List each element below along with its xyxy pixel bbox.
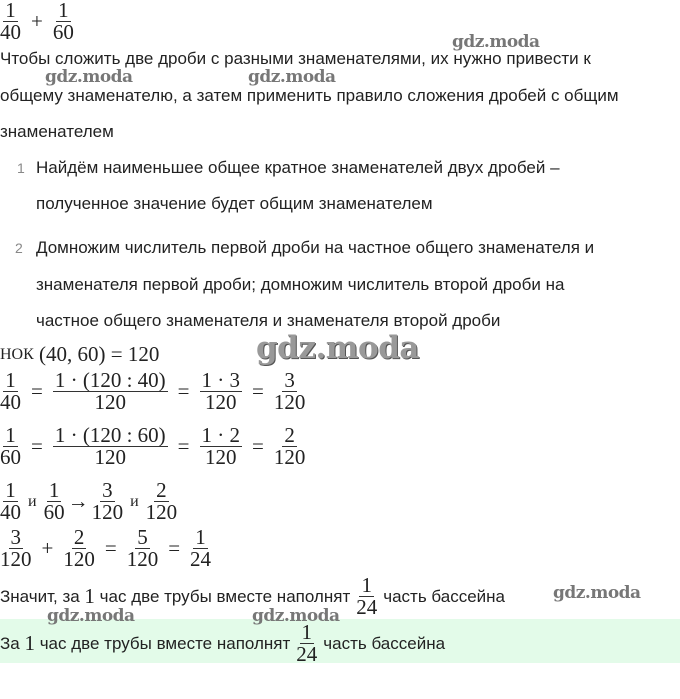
numerator: 1 — [195, 525, 206, 549]
number: 1 — [84, 584, 95, 608]
number: 1 — [24, 631, 35, 655]
denominator: 120 — [91, 500, 124, 524]
step-number: 2 — [15, 240, 23, 256]
watermark: gdz.moda — [252, 606, 340, 626]
and-word: и — [28, 492, 37, 510]
denominator: 60 — [43, 500, 65, 524]
plus-sign: + — [31, 9, 43, 33]
denominator: 60 — [52, 20, 74, 44]
denominator: 120 — [205, 390, 237, 414]
numerator: 1 — [58, 0, 69, 22]
step-text: Найдём наименьшее общее кратное знаменателей двух дробей – — [36, 158, 560, 177]
numerator: 1 — [361, 573, 372, 597]
step-text: знаменателя первой дроби; домножим числитель второй дроби на — [36, 275, 565, 294]
numerator: 1 · 2 — [201, 423, 241, 447]
watermark: gdz.moda — [248, 67, 336, 87]
intro-line: Чтобы сложить две дроби с разными знаменателями, их нужно привести к — [0, 49, 591, 68]
step-text: полученное значение будет общим знаменателем — [36, 194, 433, 213]
denominator: 120 — [63, 547, 95, 571]
numerator: 1 — [5, 423, 16, 447]
denominator: 120 — [94, 390, 126, 414]
numerator: 3 — [10, 525, 21, 549]
denominator: 60 — [0, 445, 21, 469]
text: часть бассейна — [323, 633, 446, 653]
denominator: 40 — [0, 390, 21, 414]
numerator: 1 · (120 : 60) — [54, 423, 166, 447]
text: часть бассейна — [383, 586, 506, 606]
denominator: 120 — [126, 547, 159, 571]
step-text: частное общего знаменателя и знаменателя второй дроби — [36, 311, 501, 330]
numerator: 1 — [5, 368, 16, 392]
numerator: 1 — [301, 620, 313, 644]
denominator: 40 — [0, 20, 21, 44]
watermark: gdz.moda — [47, 606, 135, 626]
numerator: 2 — [284, 423, 295, 447]
intro-line: знаменателем — [0, 122, 114, 141]
watermark: gdz.moda — [45, 67, 133, 87]
denominator: 120 — [0, 547, 32, 571]
lcm-label: НОК — [0, 345, 34, 363]
denominator: 120 — [205, 445, 237, 469]
text: Значит, за — [0, 586, 80, 606]
equation-1: $\frac{1}{40}$ = $\frac{1 \cdot (120 : 40)}{120}$ = $\frac{1 \cdot 3}{120}$ = $\frac{3}{120}$ — [0, 368, 306, 414]
denominator: 24 — [190, 547, 212, 571]
watermark: gdz.moda — [452, 32, 540, 52]
step-text: Домножим числитель первой дроби на частное общего знаменателя и — [36, 238, 595, 257]
text: час две трубы вместе наполнят — [39, 633, 291, 653]
answer-line — [0, 622, 445, 665]
problem-expression — [0, 0, 77, 43]
numerator: 1 · 3 — [201, 368, 241, 392]
numerator: 2 — [156, 478, 167, 502]
numerator: 5 — [137, 525, 148, 549]
conversion-line — [0, 480, 180, 523]
arrow-icon: → — [67, 489, 89, 513]
watermark: gdz.moda — [553, 583, 641, 603]
denominator: 24 — [356, 595, 378, 619]
numerator: 2 — [73, 525, 85, 549]
and-word: и — [130, 492, 139, 510]
sum-line: $\frac{3}{120}$ + $\frac{2}{120}$ = $\frac{5}{120}$ = $\frac{1}{24}$ — [0, 525, 212, 571]
intro-line: общему знаменателю, а затем применить правило сложения дробей с общим — [0, 86, 619, 105]
numerator: 1 · (120 : 40) — [54, 368, 166, 392]
numerator: 1 — [48, 478, 60, 502]
denominator: 120 — [273, 445, 306, 469]
denominator: 40 — [0, 500, 21, 524]
numerator: 1 — [5, 478, 16, 502]
lcm-line — [0, 342, 159, 367]
numerator: 1 — [5, 0, 16, 22]
text: За — [0, 633, 20, 653]
denominator: 24 — [296, 642, 318, 666]
equation-2: $\frac{1}{60}$ = $\frac{1 \cdot (120 : 60)}{120}$ = $\frac{1 \cdot 2}{120}$ = $\frac{2}{120}$ — [0, 423, 306, 469]
numerator: 3 — [284, 368, 295, 392]
text: час две трубы вместе наполнят — [99, 586, 351, 606]
denominator: 120 — [94, 445, 126, 469]
numerator: 3 — [102, 478, 113, 502]
denominator: 120 — [145, 500, 178, 524]
denominator: 120 — [273, 390, 306, 414]
step-number: 1 — [17, 160, 25, 176]
lcm-expression: (40, 60) = 120 — [39, 342, 160, 366]
watermark: gdz.moda — [256, 330, 419, 366]
